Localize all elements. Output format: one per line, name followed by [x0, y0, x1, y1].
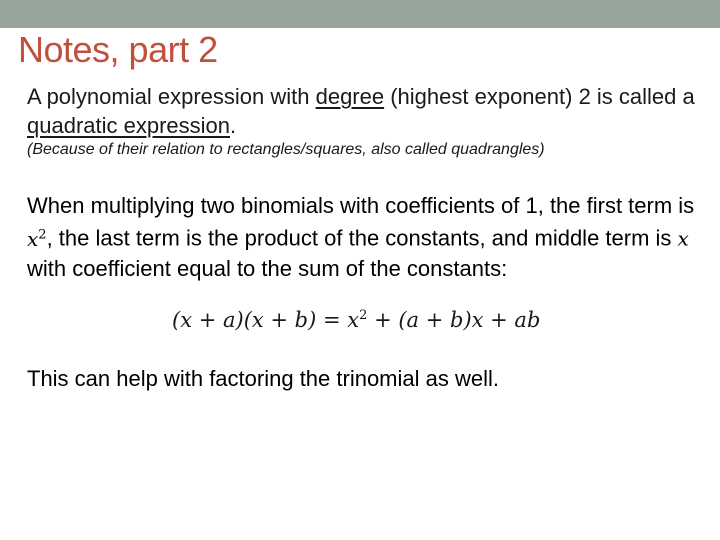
equation-lhs: (x + a)(x + b) = x [172, 308, 360, 332]
math-x: x [27, 226, 39, 251]
paragraph-2 [27, 191, 697, 283]
term-degree: degree [315, 84, 385, 109]
p2-text-3: with coefficient equal to the sum of the constants: [27, 255, 508, 281]
equation-exponent: 2 [359, 308, 368, 323]
math-exponent: 2 [38, 227, 47, 242]
top-accent-bar [0, 0, 720, 28]
p2-text-2: , the last term is the product of the constants, and middle term is [46, 225, 678, 251]
equation-rhs: + (a + b)x + ab [367, 308, 541, 332]
math-x-squared [27, 227, 47, 251]
p1-text-2: (highest exponent) 2 is called a [384, 84, 695, 109]
p1-text-3: . [230, 113, 237, 138]
slide-title: Notes, part 2 [18, 29, 218, 70]
term-quadratic-expression: quadratic expression [27, 113, 231, 138]
p1-text-1: A polynomial expression with [27, 84, 316, 109]
paragraph-3-block [27, 364, 697, 393]
math-x-variable: x [677, 226, 689, 251]
quadrangles-note: (Because of their relation to rectangles/squares, also called quadrangles) [27, 141, 545, 158]
paragraph-3: This can help with factoring the trinomial as well. [27, 366, 499, 391]
paragraph-1-block [27, 82, 697, 160]
binomial-product-equation [172, 308, 540, 332]
paragraph-1 [27, 82, 697, 140]
p2-text-1: When multiplying two binomials with coefficients of 1, the first term is [27, 193, 695, 218]
paragraph-2-block [27, 191, 697, 283]
